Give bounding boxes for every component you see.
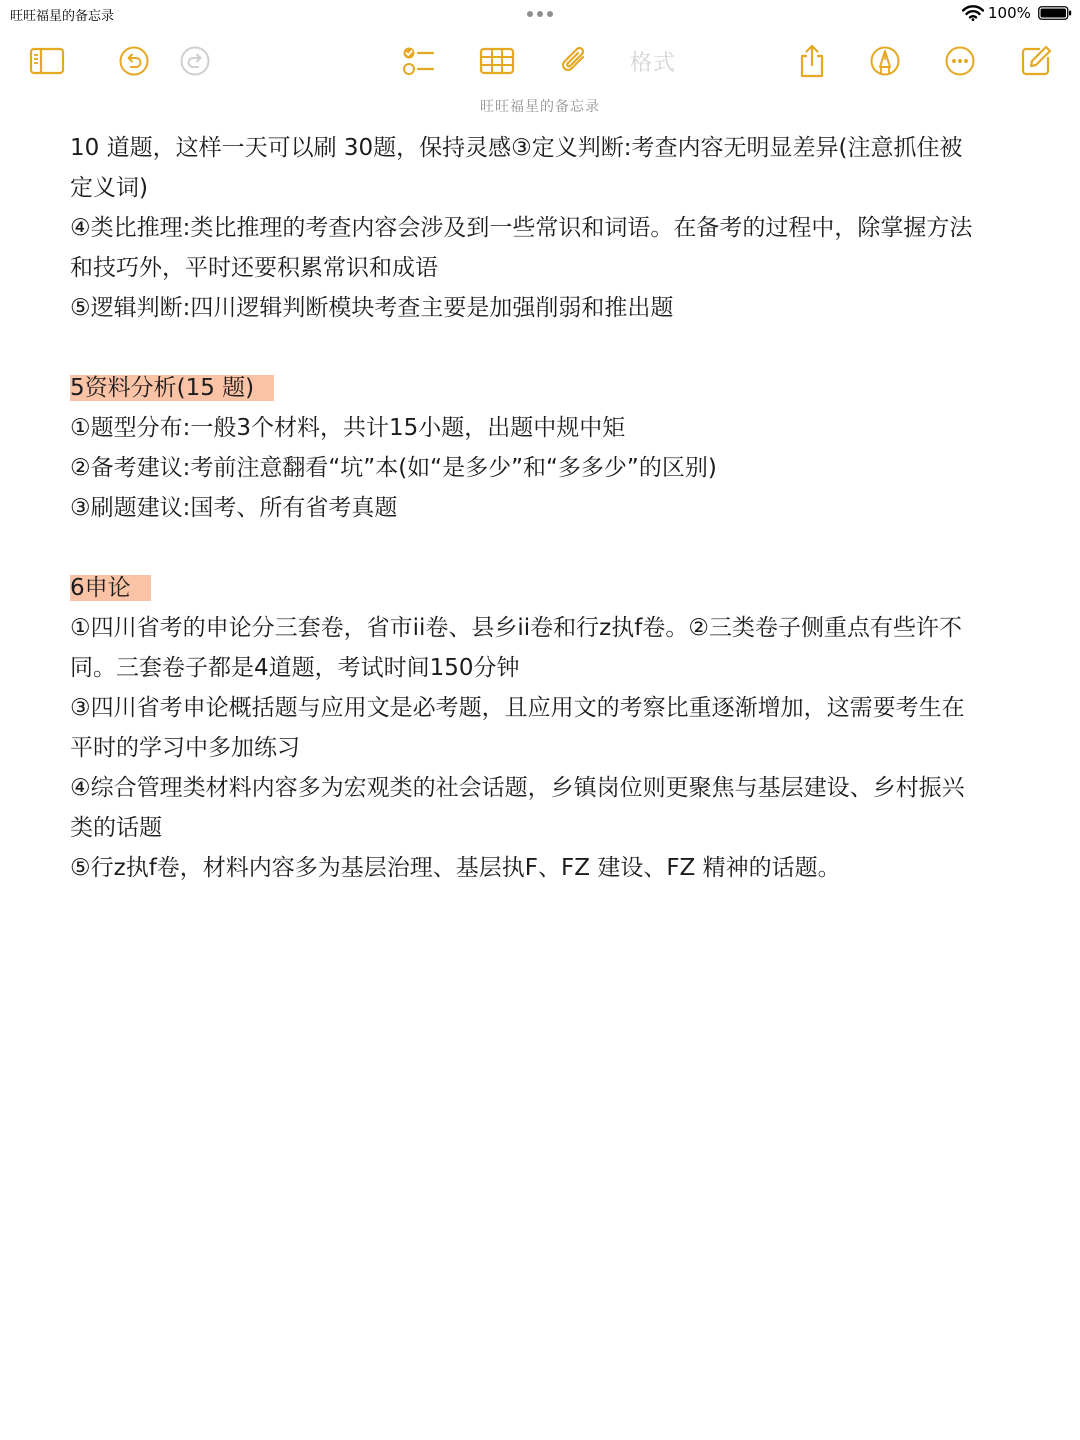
section-heading-essay bbox=[70, 568, 1010, 608]
status-bar bbox=[0, 0, 1080, 28]
table-icon bbox=[479, 46, 515, 76]
note-line: ④类比推理:类比推理的考查内容会涉及到一些常识和词语。在备考的过程中，除掌握方法 bbox=[70, 215, 973, 241]
undo-button[interactable] bbox=[112, 36, 156, 86]
notes-toolbar bbox=[0, 36, 1080, 86]
note-line: ⑤行z执f卷，材料内容多为基层治理、基层执F、FZ 建设、FZ 精神的话题。 bbox=[70, 855, 841, 881]
note-line: 10 道题，这样一天可以刷 30题，保持灵感③定义判断:考查内容无明显差异(注意抓住被 bbox=[70, 135, 963, 161]
note-line: 类的话题 bbox=[70, 815, 162, 841]
note-line: ④综合管理类材料内容多为宏观类的社会话题，乡镇岗位则更聚焦与基层建设、乡村振兴 bbox=[70, 775, 965, 801]
sidebar-icon bbox=[29, 46, 65, 76]
note-blank-line bbox=[70, 528, 1010, 568]
note-line: ①题型分布:一般3个材料，共计15小题，出题中规中矩 bbox=[70, 415, 626, 441]
note-body[interactable] bbox=[70, 128, 1010, 888]
note-line: 同。三套卷子都是4道题，考试时间150分钟 bbox=[70, 655, 520, 681]
redo-icon bbox=[179, 45, 211, 77]
attachment-icon bbox=[557, 43, 591, 79]
note-line: ⑤逻辑判断:四川逻辑判断模块考查主要是加强削弱和推出题 bbox=[70, 295, 674, 321]
sidebar-toggle-button[interactable] bbox=[25, 36, 69, 86]
compose-note-button[interactable] bbox=[1014, 36, 1058, 86]
wifi-icon bbox=[962, 5, 984, 21]
note-line: 和技巧外，平时还要积累常识和成语 bbox=[70, 255, 438, 281]
table-button[interactable] bbox=[475, 36, 519, 86]
attachment-button[interactable] bbox=[552, 36, 596, 86]
more-icon bbox=[944, 45, 976, 77]
note-line: 平时的学习中多加练习 bbox=[70, 735, 300, 761]
highlighted-heading: 5资料分析(15 题) bbox=[70, 375, 274, 401]
compose-icon bbox=[1019, 44, 1053, 78]
battery-percent: 100% bbox=[988, 4, 1031, 22]
status-app-title: 旺旺福星的备忘录 bbox=[10, 9, 115, 24]
highlighted-heading: 6申论 bbox=[70, 575, 151, 601]
checklist-button[interactable] bbox=[396, 36, 440, 86]
note-line: ②备考建议:考前注意翻看“坑”本(如“是多少”和“多多少”的区别) bbox=[70, 455, 717, 481]
checklist-icon bbox=[400, 44, 436, 78]
section-heading-data-analysis bbox=[70, 368, 1010, 408]
note-blank-line bbox=[70, 328, 1010, 368]
undo-icon bbox=[118, 45, 150, 77]
multitasking-dots-icon[interactable] bbox=[526, 10, 554, 18]
share-button[interactable] bbox=[790, 36, 834, 86]
note-line: 定义词) bbox=[70, 175, 148, 201]
note-title: 旺旺福星的备忘录 bbox=[480, 99, 600, 115]
markup-pen-icon bbox=[869, 45, 901, 77]
note-line: ③四川省考申论概括题与应用文是必考题，且应用文的考察比重逐渐增加，这需要考生在 bbox=[70, 695, 965, 721]
share-icon bbox=[796, 43, 828, 79]
battery-icon bbox=[1038, 6, 1072, 20]
markup-button[interactable] bbox=[863, 36, 907, 86]
format-button[interactable]: 格式 bbox=[630, 51, 677, 76]
note-line: ①四川省考的申论分三套卷，省市ii卷、县乡ii卷和行z执f卷。②三类卷子侧重点有些许不 bbox=[70, 615, 962, 641]
redo-button[interactable] bbox=[173, 36, 217, 86]
note-line: ③刷题建议:国考、所有省考真题 bbox=[70, 495, 398, 521]
more-options-button[interactable] bbox=[938, 36, 982, 86]
